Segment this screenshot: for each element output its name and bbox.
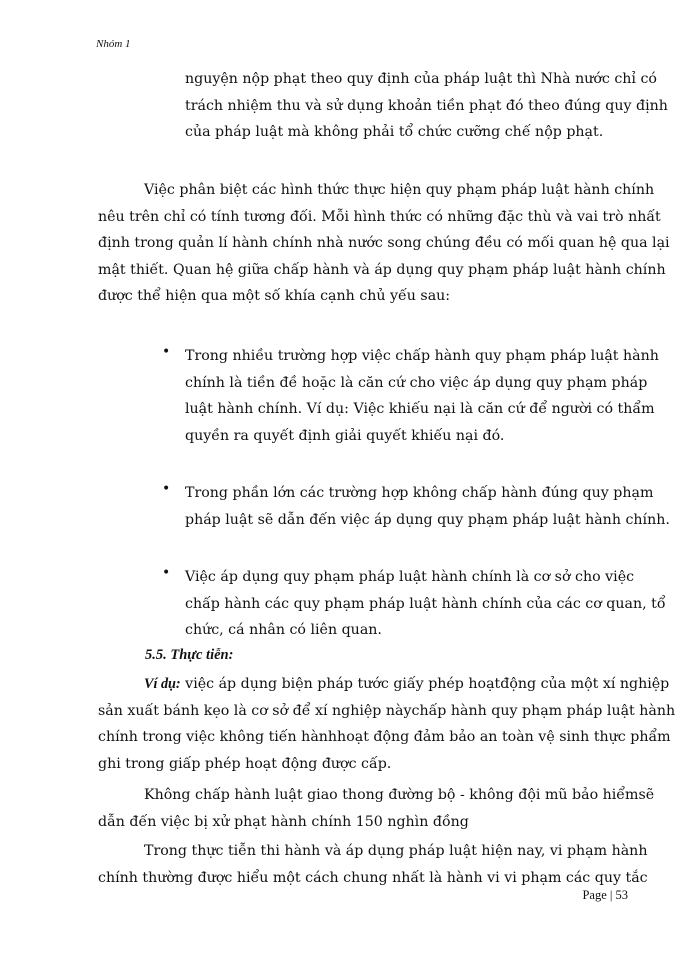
text-line: ghi trong giấp phép hoạt động được cấp. <box>98 755 392 772</box>
example-paragraph <box>98 671 676 777</box>
bullet-item <box>185 564 666 644</box>
continuation-paragraph <box>185 66 668 146</box>
bullet-item <box>185 343 659 449</box>
text-line: dẫn đến việc bị xử phạt hành chính 150 nghìn đồng <box>98 813 469 830</box>
bullet-marker: • <box>162 344 171 360</box>
text-line: chức, cá nhân có liên quan. <box>185 622 382 638</box>
text-line: luật hành chính. Ví dụ: Việc khiếu nại là căn cứ để người có thẩm <box>185 401 655 417</box>
text-line <box>98 671 670 698</box>
text-line: Trong thực tiễn thi hành và áp dụng pháp luật hiện nay, vi phạm hành <box>144 843 648 859</box>
text-line: định trong quản lí hành chính nhà nước song chúng đều có mối quan hệ qua lại <box>98 235 670 251</box>
section-heading: 5.5. Thực tiễn: <box>145 647 234 663</box>
text-line: Không chấp hành luật giao thong đường bộ - không đội mũ bảo hiểmsẽ <box>144 787 655 803</box>
text-line: Việc phân biệt các hình thức thực hiện quy phạm pháp luật hành chính <box>144 182 655 198</box>
page-number: Page | 53 <box>582 888 628 902</box>
text-line: sản xuất bánh kẹo là cơ sở để xí nghiệp nàychấp hành quy phạm pháp luật hành <box>98 702 676 719</box>
text-line: chính trong việc không tiến hànhhoạt động đảm bảo an toàn vệ sinh thực phẩm <box>98 729 671 745</box>
text-line: Trong nhiều trường hợp việc chấp hành quy phạm pháp luật hành <box>185 348 659 364</box>
bullet-item <box>185 480 670 533</box>
bullet-marker: • <box>162 565 171 581</box>
paragraph-traffic <box>98 782 655 835</box>
bullet-marker: • <box>162 481 171 497</box>
text-line: được thể hiện qua một số khía cạnh chủ yếu sau: <box>98 288 451 304</box>
text-line: chính thường được hiểu một cách chung nhất là hành vi vi phạm các quy tắc <box>98 869 648 886</box>
text-line: nguyện nộp phạt theo quy định của pháp luật thì Nhà nước chỉ có <box>185 71 657 87</box>
paragraph-forms-relation <box>98 177 670 310</box>
paragraph-practice <box>98 838 648 891</box>
text-line: Việc áp dụng quy phạm pháp luật hành chính là cơ sở cho việc <box>185 569 635 585</box>
example-text: việc áp dụng biện pháp tước giấy phép hoạtđộng của một xí nghiệp <box>180 676 670 692</box>
text-line: chính là tiền đề hoặc là căn cứ cho việc áp dụng quy phạm pháp <box>185 374 648 391</box>
text-line: mật thiết. Quan hệ giữa chấp hành và áp dụng quy phạm pháp luật hành chính <box>98 261 666 278</box>
example-label: Ví dụ: <box>144 676 181 692</box>
text-line: Trong phần lớn các trường hợp không chấp hành đúng quy phạm <box>185 485 654 501</box>
text-line: chấp hành các quy phạm pháp luật hành chính của các cơ quan, tổ <box>185 595 666 612</box>
text-line: nêu trên chỉ có tính tương đối. Mỗi hình thức có những đặc thù và vai trò nhất <box>98 208 661 225</box>
text-line: của pháp luật mà không phải tổ chức cưỡng chế nộp phạt. <box>185 124 604 140</box>
text-line: quyền ra quyết định giải quyết khiếu nại đó. <box>185 427 505 444</box>
text-line: trách nhiệm thu và sử dụng khoản tiền phạt đó theo đúng quy định <box>185 97 668 114</box>
text-line: pháp luật sẽ dẫn đến việc áp dụng quy phạm pháp luật hành chính. <box>185 511 670 528</box>
header-group-label: Nhóm 1 <box>96 38 131 50</box>
